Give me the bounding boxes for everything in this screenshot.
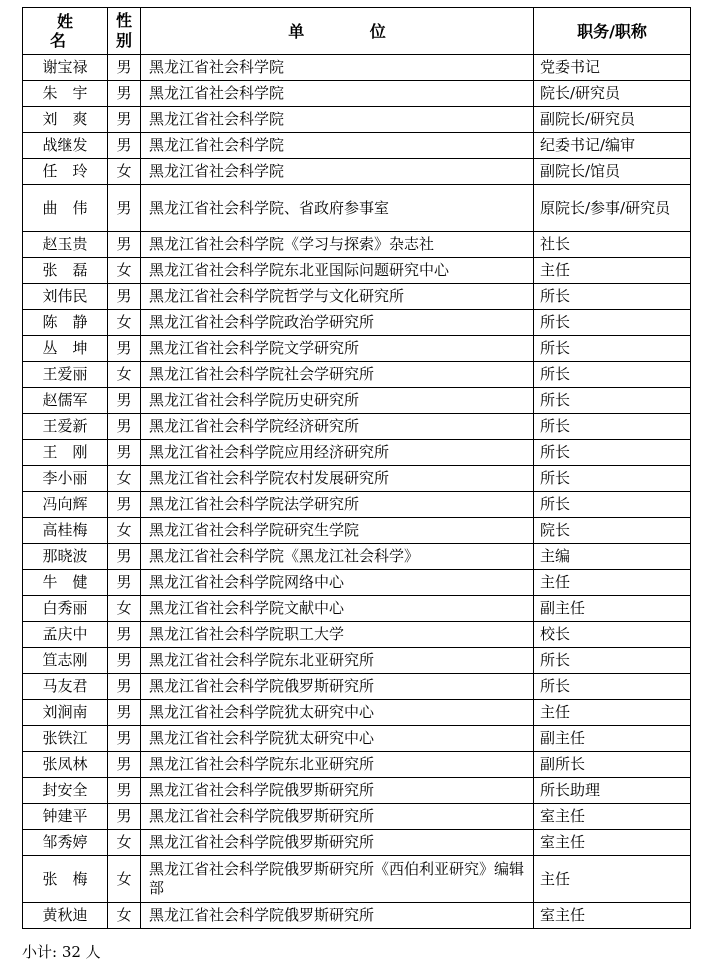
- position-cell: 院长/研究员: [534, 81, 691, 107]
- position-cell: 所长: [534, 336, 691, 362]
- position-cell: 所长: [534, 466, 691, 492]
- table-row: [23, 466, 691, 492]
- position-cell: 副主任: [534, 726, 691, 752]
- position-cell: 室主任: [534, 830, 691, 856]
- name-cell: 刘涧南: [23, 700, 108, 726]
- sex-cell: 女: [108, 596, 141, 622]
- sex-cell: 女: [108, 159, 141, 185]
- sex-cell: 男: [108, 107, 141, 133]
- table-row: [23, 185, 691, 232]
- header-name: 姓 名: [23, 8, 108, 55]
- org-cell: 黑龙江省社会科学院俄罗斯研究所: [141, 674, 534, 700]
- header-sex-bottom: 别: [115, 31, 132, 50]
- org-cell: 黑龙江省社会科学院职工大学: [141, 622, 534, 648]
- org-cell: 黑龙江省社会科学院经济研究所: [141, 414, 534, 440]
- org-cell: 黑龙江省社会科学院东北亚研究所: [141, 752, 534, 778]
- position-cell: 校长: [534, 622, 691, 648]
- name-cell: 张铁江: [23, 726, 108, 752]
- org-cell: 黑龙江省社会科学院俄罗斯研究所: [141, 778, 534, 804]
- position-cell: 主编: [534, 544, 691, 570]
- org-cell: 黑龙江省社会科学院文献中心: [141, 596, 534, 622]
- position-cell: 副院长/馆员: [534, 159, 691, 185]
- subtotal-note: 小计: 32 人: [22, 943, 101, 961]
- table-body: [23, 55, 691, 929]
- position-cell: 所长: [534, 388, 691, 414]
- org-cell: 黑龙江省社会科学院俄罗斯研究所: [141, 903, 534, 929]
- sex-cell: 男: [108, 674, 141, 700]
- header-sex-top: 性: [115, 11, 132, 30]
- name-cell: 谢宝禄: [23, 55, 108, 81]
- position-cell: 室主任: [534, 903, 691, 929]
- name-cell: 战继发: [23, 133, 108, 159]
- name-cell: 白秀丽: [23, 596, 108, 622]
- roster-sheet: [22, 7, 690, 929]
- table-row: [23, 518, 691, 544]
- position-cell: 所长: [534, 440, 691, 466]
- name-cell: 马友君: [23, 674, 108, 700]
- name-cell: 刘爽: [23, 107, 108, 133]
- sex-cell: 男: [108, 700, 141, 726]
- org-cell: 黑龙江省社会科学院东北亚研究所: [141, 648, 534, 674]
- position-cell: 主任: [534, 700, 691, 726]
- name-cell: 赵儒军: [23, 388, 108, 414]
- name-cell: 丛坤: [23, 336, 108, 362]
- name-cell: 朱宇: [23, 81, 108, 107]
- header-sex: [108, 8, 141, 55]
- sex-cell: 男: [108, 81, 141, 107]
- sex-cell: 男: [108, 55, 141, 81]
- sex-cell: 男: [108, 570, 141, 596]
- org-cell: 黑龙江省社会科学院历史研究所: [141, 388, 534, 414]
- table-row: [23, 804, 691, 830]
- position-cell: 院长: [534, 518, 691, 544]
- position-cell: 副所长: [534, 752, 691, 778]
- table-row: [23, 700, 691, 726]
- sex-cell: 男: [108, 232, 141, 258]
- org-cell: 黑龙江省社会科学院、省政府参事室: [141, 185, 534, 232]
- org-cell: 黑龙江省社会科学院文学研究所: [141, 336, 534, 362]
- org-cell: 黑龙江省社会科学院社会学研究所: [141, 362, 534, 388]
- table-row: [23, 284, 691, 310]
- org-cell: 黑龙江省社会科学院农村发展研究所: [141, 466, 534, 492]
- name-cell: 笪志刚: [23, 648, 108, 674]
- position-cell: 纪委书记/编审: [534, 133, 691, 159]
- org-cell: 黑龙江省社会科学院: [141, 159, 534, 185]
- name-cell: 王刚: [23, 440, 108, 466]
- table-row: [23, 570, 691, 596]
- org-cell: 黑龙江省社会科学院: [141, 55, 534, 81]
- sex-cell: 女: [108, 830, 141, 856]
- org-cell: 黑龙江省社会科学院俄罗斯研究所: [141, 804, 534, 830]
- position-cell: 副主任: [534, 596, 691, 622]
- position-cell: 所长: [534, 362, 691, 388]
- org-cell: 黑龙江省社会科学院俄罗斯研究所: [141, 830, 534, 856]
- org-cell: 黑龙江省社会科学院哲学与文化研究所: [141, 284, 534, 310]
- position-cell: 所长: [534, 414, 691, 440]
- name-cell: 那晓波: [23, 544, 108, 570]
- name-cell: 黄秋迪: [23, 903, 108, 929]
- table-row: [23, 55, 691, 81]
- table-row: [23, 726, 691, 752]
- position-cell: 原院长/参事/研究员: [534, 185, 691, 232]
- sex-cell: 男: [108, 185, 141, 232]
- sex-cell: 男: [108, 544, 141, 570]
- table-row: [23, 388, 691, 414]
- position-cell: 主任: [534, 570, 691, 596]
- sex-cell: 女: [108, 856, 141, 903]
- name-cell: 曲伟: [23, 185, 108, 232]
- table-row: [23, 830, 691, 856]
- name-cell: 王爱丽: [23, 362, 108, 388]
- sex-cell: 男: [108, 336, 141, 362]
- name-cell: 冯向辉: [23, 492, 108, 518]
- table-row: [23, 258, 691, 284]
- name-cell: 牛健: [23, 570, 108, 596]
- table-row: [23, 903, 691, 929]
- name-cell: 陈静: [23, 310, 108, 336]
- sex-cell: 男: [108, 648, 141, 674]
- sex-cell: 男: [108, 622, 141, 648]
- org-cell: 黑龙江省社会科学院: [141, 133, 534, 159]
- table-row: [23, 648, 691, 674]
- name-cell: 高桂梅: [23, 518, 108, 544]
- position-cell: 主任: [534, 856, 691, 903]
- table-row: [23, 596, 691, 622]
- table-row: [23, 336, 691, 362]
- org-cell: 黑龙江省社会科学院《学习与探索》杂志社: [141, 232, 534, 258]
- org-cell: 黑龙江省社会科学院应用经济研究所: [141, 440, 534, 466]
- name-cell: 王爱新: [23, 414, 108, 440]
- sex-cell: 女: [108, 310, 141, 336]
- position-cell: 所长: [534, 492, 691, 518]
- table-row: [23, 492, 691, 518]
- table-row: [23, 674, 691, 700]
- name-cell: 孟庆中: [23, 622, 108, 648]
- table-row: [23, 159, 691, 185]
- name-cell: 张梅: [23, 856, 108, 903]
- org-cell: 黑龙江省社会科学院网络中心: [141, 570, 534, 596]
- sex-cell: 男: [108, 440, 141, 466]
- name-cell: 刘伟民: [23, 284, 108, 310]
- personnel-table: [22, 7, 691, 929]
- org-cell: 黑龙江省社会科学院研究生学院: [141, 518, 534, 544]
- table-row: [23, 544, 691, 570]
- name-cell: 任玲: [23, 159, 108, 185]
- sex-cell: 男: [108, 492, 141, 518]
- sex-cell: 男: [108, 752, 141, 778]
- org-cell: 黑龙江省社会科学院: [141, 81, 534, 107]
- position-cell: 副院长/研究员: [534, 107, 691, 133]
- position-cell: 所长: [534, 674, 691, 700]
- org-cell: 黑龙江省社会科学院犹太研究中心: [141, 726, 534, 752]
- table-row: [23, 107, 691, 133]
- header-org: 单 位: [141, 8, 534, 55]
- sex-cell: 男: [108, 388, 141, 414]
- header-position: 职务/职称: [534, 8, 691, 55]
- position-cell: 室主任: [534, 804, 691, 830]
- name-cell: 张磊: [23, 258, 108, 284]
- sex-cell: 男: [108, 726, 141, 752]
- org-cell: 黑龙江省社会科学院法学研究所: [141, 492, 534, 518]
- name-cell: 赵玉贵: [23, 232, 108, 258]
- table-row: [23, 362, 691, 388]
- name-cell: 封安全: [23, 778, 108, 804]
- table-row: [23, 133, 691, 159]
- sex-cell: 男: [108, 284, 141, 310]
- org-cell: 黑龙江省社会科学院俄罗斯研究所《西伯利亚研究》编辑部: [141, 856, 534, 903]
- name-cell: 李小丽: [23, 466, 108, 492]
- name-cell: 张凤林: [23, 752, 108, 778]
- table-row: [23, 414, 691, 440]
- org-cell: 黑龙江省社会科学院犹太研究中心: [141, 700, 534, 726]
- table-row: [23, 232, 691, 258]
- sex-cell: 男: [108, 778, 141, 804]
- sex-cell: 女: [108, 258, 141, 284]
- sex-cell: 女: [108, 518, 141, 544]
- table-row: [23, 310, 691, 336]
- sex-cell: 男: [108, 414, 141, 440]
- table-row: [23, 440, 691, 466]
- sex-cell: 男: [108, 133, 141, 159]
- table-row: [23, 856, 691, 903]
- table-row: [23, 778, 691, 804]
- org-cell: 黑龙江省社会科学院《黑龙江社会科学》: [141, 544, 534, 570]
- position-cell: 所长: [534, 648, 691, 674]
- org-cell: 黑龙江省社会科学院东北亚国际问题研究中心: [141, 258, 534, 284]
- sex-cell: 女: [108, 903, 141, 929]
- sex-cell: 男: [108, 804, 141, 830]
- org-cell: 黑龙江省社会科学院: [141, 107, 534, 133]
- position-cell: 社长: [534, 232, 691, 258]
- org-cell: 黑龙江省社会科学院政治学研究所: [141, 310, 534, 336]
- position-cell: 主任: [534, 258, 691, 284]
- table-row: [23, 81, 691, 107]
- name-cell: 邹秀婷: [23, 830, 108, 856]
- table-row: [23, 752, 691, 778]
- table-row: [23, 622, 691, 648]
- position-cell: 党委书记: [534, 55, 691, 81]
- position-cell: 所长: [534, 310, 691, 336]
- position-cell: 所长助理: [534, 778, 691, 804]
- sex-cell: 女: [108, 362, 141, 388]
- name-cell: 钟建平: [23, 804, 108, 830]
- table-header-row: [23, 8, 691, 55]
- sex-cell: 女: [108, 466, 141, 492]
- position-cell: 所长: [534, 284, 691, 310]
